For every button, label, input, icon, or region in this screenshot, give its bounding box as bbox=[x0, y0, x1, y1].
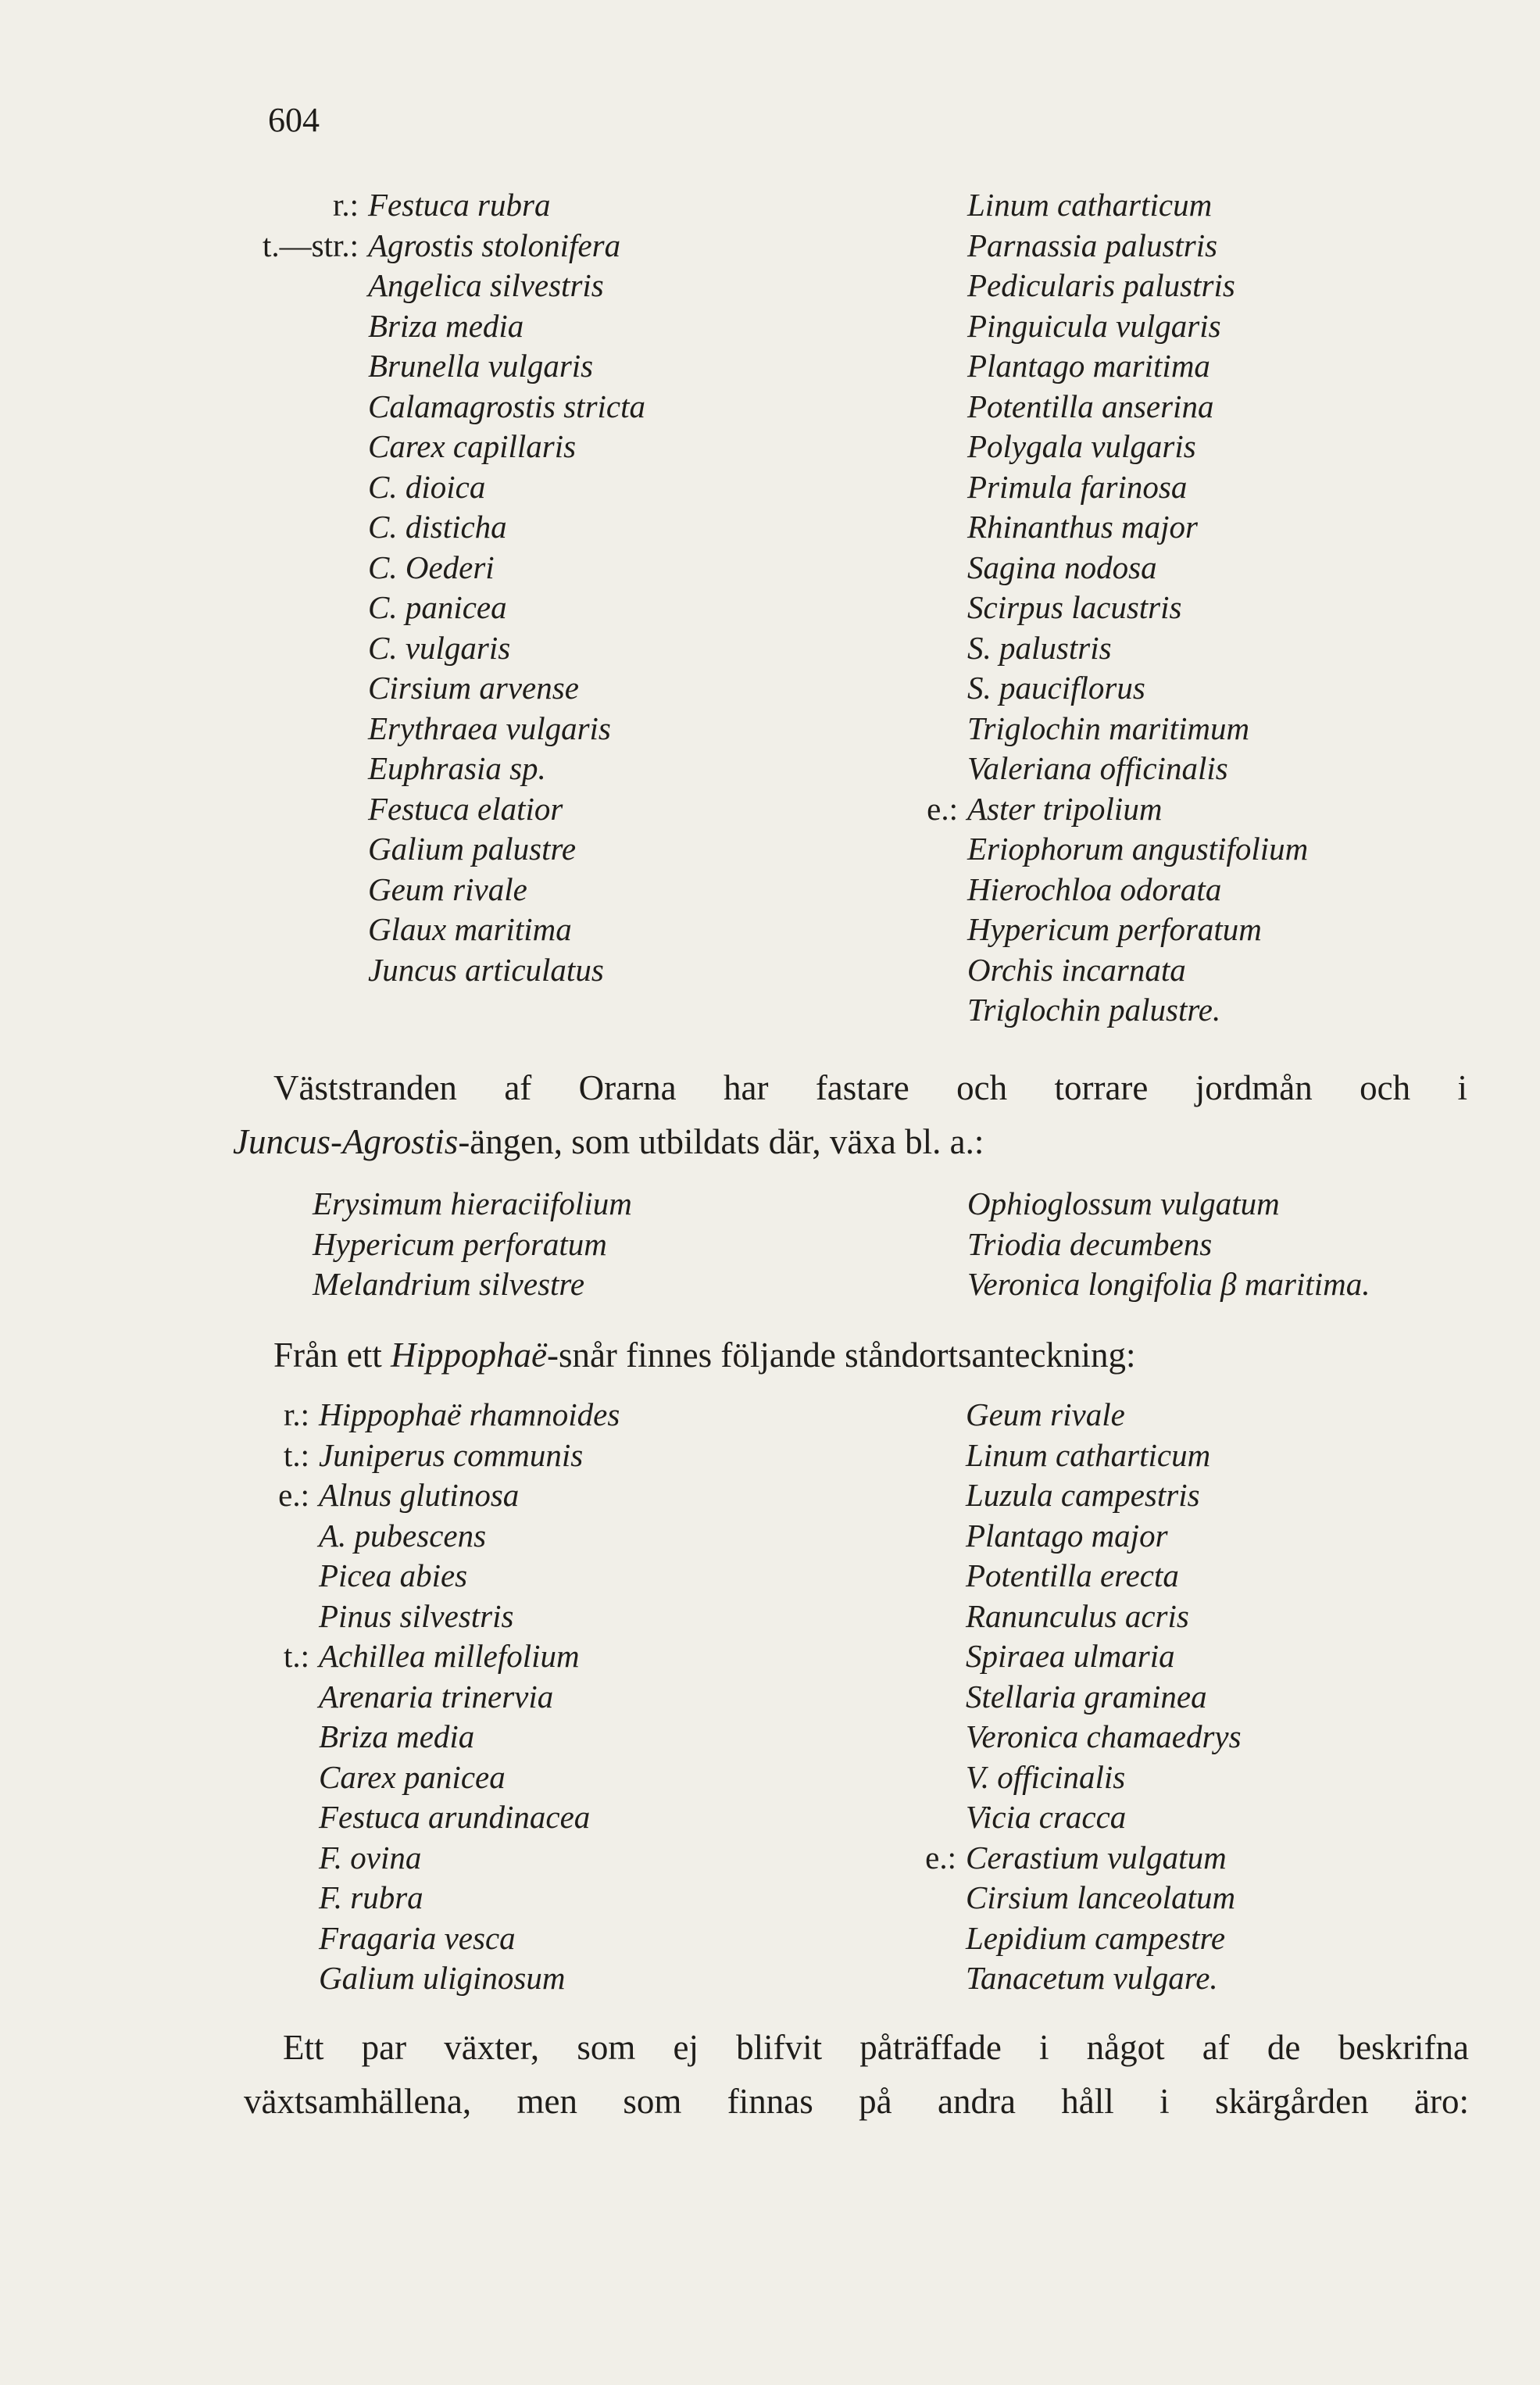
species-entry bbox=[966, 1757, 1242, 1798]
species-entry bbox=[966, 1918, 1242, 1959]
species-entry bbox=[313, 1264, 632, 1305]
paragraph-other-plants bbox=[244, 2021, 1469, 2129]
species-name: Galium palustre bbox=[368, 831, 577, 867]
species-entry bbox=[319, 1516, 620, 1557]
species-name: Parnassia palustris bbox=[967, 227, 1218, 263]
species-entry bbox=[368, 709, 645, 749]
species-entry bbox=[313, 1225, 632, 1265]
page-number: 604 bbox=[268, 101, 320, 139]
species-entry bbox=[967, 749, 1308, 789]
paragraph-line: Ett par växter, som ej blifvit påträffade i något af de beskrifna bbox=[283, 2028, 1469, 2067]
species-name: Alnus glutinosa bbox=[319, 1477, 520, 1513]
species-name: Carex panicea bbox=[319, 1758, 506, 1795]
species-entry bbox=[319, 1677, 620, 1718]
stratum-label: r.: bbox=[283, 1396, 309, 1432]
species-name: Agrostis stolonifera bbox=[368, 227, 621, 263]
species-name: F. rubra bbox=[319, 1879, 423, 1915]
species-entry bbox=[319, 1958, 620, 1999]
species-name: Vicia cracca bbox=[966, 1799, 1127, 1835]
species-name: Festuca elatior bbox=[368, 790, 563, 827]
species-entry bbox=[967, 1225, 1370, 1265]
species-entry bbox=[283, 1636, 620, 1677]
species-name: Melandrium silvestre bbox=[313, 1266, 585, 1302]
species-entry bbox=[368, 628, 645, 669]
species-name: Geum rivale bbox=[966, 1396, 1125, 1432]
species-entry bbox=[368, 387, 645, 427]
species-name: Arenaria trinervia bbox=[319, 1678, 554, 1715]
species-name: Brunella vulgaris bbox=[368, 348, 594, 384]
species-name: Veronica longifolia β maritima. bbox=[967, 1266, 1370, 1302]
species-name: Pinus silvestris bbox=[319, 1597, 514, 1634]
species-entry bbox=[368, 950, 645, 991]
stratum-label: e.: bbox=[925, 1839, 956, 1875]
species-name: Hypericum perforatum bbox=[313, 1225, 607, 1262]
species-entry bbox=[966, 1797, 1242, 1838]
species-entry bbox=[967, 306, 1308, 347]
species-entry bbox=[925, 1838, 1242, 1879]
species-entry bbox=[966, 1475, 1242, 1516]
species-entry bbox=[313, 1184, 632, 1225]
species-entry bbox=[319, 1556, 620, 1597]
species-name: Scirpus lacustris bbox=[967, 589, 1182, 625]
species-name: C. vulgaris bbox=[368, 629, 511, 666]
species-name: Geum rivale bbox=[368, 871, 527, 907]
species-entry bbox=[967, 628, 1308, 669]
species-name: Ophioglossum vulgatum bbox=[967, 1185, 1280, 1221]
species-name: Briza media bbox=[319, 1718, 475, 1754]
species-name: Spiraea ulmaria bbox=[966, 1638, 1175, 1674]
species-name: Juncus articulatus bbox=[368, 951, 604, 988]
species-name: Ranunculus acris bbox=[966, 1597, 1189, 1634]
species-name: Euphrasia sp. bbox=[368, 750, 546, 786]
species-list-1-right bbox=[927, 185, 1309, 1031]
species-name: Hippophaë rhamnoides bbox=[319, 1396, 620, 1432]
species-entry bbox=[966, 1597, 1242, 1637]
species-entry bbox=[967, 910, 1308, 950]
species-entry bbox=[966, 1395, 1242, 1436]
species-entry bbox=[368, 870, 645, 910]
paragraph-weststrand bbox=[233, 1061, 1467, 1169]
species-entry bbox=[967, 226, 1308, 266]
species-entry bbox=[967, 588, 1308, 628]
species-entry bbox=[967, 387, 1308, 427]
species-list-3-right bbox=[925, 1395, 1242, 1999]
species-name: Pinguicula vulgaris bbox=[967, 307, 1221, 344]
stratum-label: t.—str.: bbox=[262, 227, 359, 263]
species-entry bbox=[967, 548, 1308, 588]
species-entry bbox=[319, 1597, 620, 1637]
species-entry bbox=[967, 1264, 1370, 1305]
stratum-label: e.: bbox=[927, 790, 958, 827]
species-name: Sagina nodosa bbox=[967, 549, 1157, 585]
species-entry bbox=[319, 1757, 620, 1798]
species-name: Plantago maritima bbox=[967, 348, 1210, 384]
species-name: Hypericum perforatum bbox=[967, 911, 1262, 947]
species-name: Luzula campestris bbox=[966, 1477, 1200, 1513]
species-entry bbox=[927, 789, 1308, 830]
species-entry bbox=[967, 185, 1308, 226]
species-name: Potentilla erecta bbox=[966, 1557, 1179, 1593]
species-entry bbox=[368, 588, 645, 628]
stratum-label: t.: bbox=[283, 1638, 309, 1674]
species-name: Cirsium lanceolatum bbox=[966, 1879, 1236, 1915]
species-entry bbox=[368, 266, 645, 306]
species-name: Valeriana officinalis bbox=[967, 750, 1228, 786]
species-name: Festuca rubra bbox=[368, 187, 551, 223]
species-name: Festuca arundinacea bbox=[319, 1799, 591, 1835]
species-entry bbox=[966, 1436, 1242, 1476]
species-entry bbox=[967, 467, 1308, 508]
species-name: Linum catharticum bbox=[966, 1436, 1211, 1473]
species-name: Pedicularis palustris bbox=[967, 267, 1235, 303]
species-name: Veronica chamaedrys bbox=[966, 1718, 1242, 1754]
species-entry bbox=[283, 1395, 620, 1436]
species-name: Triglochin maritimum bbox=[967, 710, 1250, 746]
species-entry bbox=[966, 1878, 1242, 1918]
paragraph-line bbox=[233, 1115, 1467, 1169]
species-name: Erythraea vulgaris bbox=[368, 710, 611, 746]
species-name: Cirsium arvense bbox=[368, 670, 579, 706]
species-name: S. pauciflorus bbox=[967, 670, 1145, 706]
species-list-2-right bbox=[967, 1184, 1370, 1305]
species-entry bbox=[319, 1838, 620, 1879]
species-entry bbox=[966, 1516, 1242, 1557]
species-entry bbox=[368, 306, 645, 347]
text-run: Från ett bbox=[273, 1336, 391, 1375]
species-entry bbox=[966, 1556, 1242, 1597]
species-name: Lepidium campestre bbox=[966, 1919, 1226, 1956]
species-entry bbox=[967, 266, 1308, 306]
species-name: Carex capillaris bbox=[368, 428, 577, 464]
italic-term: Hippophaë bbox=[390, 1336, 547, 1375]
species-entry bbox=[967, 507, 1308, 548]
species-entry bbox=[319, 1717, 620, 1757]
species-entry bbox=[967, 829, 1308, 870]
stratum-label: r.: bbox=[332, 187, 359, 223]
species-name: Tanacetum vulgare. bbox=[966, 1960, 1218, 1996]
species-list-3-left bbox=[278, 1395, 620, 1999]
species-name: Cerastium vulgatum bbox=[966, 1839, 1227, 1875]
species-name: Hierochloa odorata bbox=[967, 871, 1222, 907]
species-entry bbox=[319, 1797, 620, 1838]
species-entry bbox=[368, 467, 645, 508]
species-entry bbox=[967, 1184, 1370, 1225]
paragraph-hippophae bbox=[273, 1328, 1461, 1382]
species-name: C. panicea bbox=[368, 589, 507, 625]
species-entry bbox=[368, 668, 645, 709]
species-name: Fragaria vesca bbox=[319, 1919, 516, 1956]
species-name: Triodia decumbens bbox=[967, 1225, 1213, 1262]
species-entry bbox=[368, 548, 645, 588]
species-name: Aster tripolium bbox=[967, 790, 1163, 827]
paragraph-line bbox=[273, 1328, 1461, 1382]
species-entry bbox=[319, 1878, 620, 1918]
species-entry bbox=[966, 1636, 1242, 1677]
species-name: Achillea millefolium bbox=[319, 1638, 580, 1674]
species-name: Rhinanthus major bbox=[967, 509, 1198, 545]
species-name: V. officinalis bbox=[966, 1758, 1126, 1795]
species-entry bbox=[368, 749, 645, 789]
species-name: Plantago major bbox=[966, 1517, 1168, 1554]
species-entry bbox=[278, 1475, 620, 1516]
species-entry bbox=[368, 910, 645, 950]
species-entry bbox=[319, 1918, 620, 1959]
species-entry bbox=[368, 789, 645, 830]
species-entry bbox=[967, 709, 1308, 749]
species-name: A. pubescens bbox=[319, 1517, 487, 1554]
species-name: Juniperus communis bbox=[319, 1436, 584, 1473]
species-name: Potentilla anserina bbox=[967, 388, 1214, 424]
species-entry bbox=[966, 1958, 1242, 1999]
species-name: Triglochin palustre. bbox=[967, 992, 1221, 1028]
species-name: Briza media bbox=[368, 307, 524, 344]
species-name: Picea abies bbox=[319, 1557, 468, 1593]
species-list-1-left bbox=[262, 185, 646, 990]
species-list-2-left bbox=[313, 1184, 632, 1305]
species-name: Eriophorum angustifolium bbox=[967, 831, 1309, 867]
species-name: Glaux maritima bbox=[368, 911, 572, 947]
text-run: -snår finnes följande ståndortsanteckning: bbox=[546, 1336, 1136, 1375]
species-name: C. dioica bbox=[368, 468, 486, 505]
species-entry bbox=[967, 950, 1308, 991]
stratum-label: e.: bbox=[278, 1477, 309, 1513]
species-name: Polygala vulgaris bbox=[967, 428, 1196, 464]
species-entry bbox=[966, 1717, 1242, 1757]
species-name: Linum catharticum bbox=[967, 187, 1213, 223]
species-entry bbox=[966, 1677, 1242, 1718]
species-name: C. Oederi bbox=[368, 549, 495, 585]
species-name: Primula farinosa bbox=[967, 468, 1188, 505]
species-name: Stellaria graminea bbox=[966, 1678, 1207, 1715]
species-name: C. disticha bbox=[368, 509, 507, 545]
species-name: S. palustris bbox=[967, 629, 1112, 666]
species-entry bbox=[262, 226, 645, 266]
species-name: F. ovina bbox=[319, 1839, 422, 1875]
species-entry bbox=[332, 185, 645, 226]
paragraph-line: växtsamhällena, men som finnas på andra håll i skärgården äro: bbox=[244, 2082, 1469, 2121]
species-entry bbox=[967, 427, 1308, 467]
species-name: Galium uliginosum bbox=[319, 1960, 566, 1996]
species-name: Angelica silvestris bbox=[368, 267, 604, 303]
species-entry bbox=[368, 346, 645, 387]
italic-term: Juncus-Agrostis bbox=[233, 1122, 459, 1161]
species-entry bbox=[967, 990, 1308, 1031]
species-name: Calamagrostis stricta bbox=[368, 388, 646, 424]
species-entry bbox=[368, 507, 645, 548]
species-entry bbox=[283, 1436, 620, 1476]
species-name: Erysimum hieraciifolium bbox=[313, 1185, 632, 1221]
species-entry bbox=[368, 829, 645, 870]
paragraph-line: Väststranden af Orarna har fastare och torrare jordmån och i bbox=[273, 1068, 1467, 1107]
species-entry bbox=[368, 427, 645, 467]
species-entry bbox=[967, 668, 1308, 709]
species-entry bbox=[967, 870, 1308, 910]
species-entry bbox=[967, 346, 1308, 387]
species-name: Orchis incarnata bbox=[967, 951, 1186, 988]
text-run: -ängen, som utbildats där, växa bl. a.: bbox=[458, 1122, 984, 1161]
stratum-label: t.: bbox=[283, 1436, 309, 1473]
